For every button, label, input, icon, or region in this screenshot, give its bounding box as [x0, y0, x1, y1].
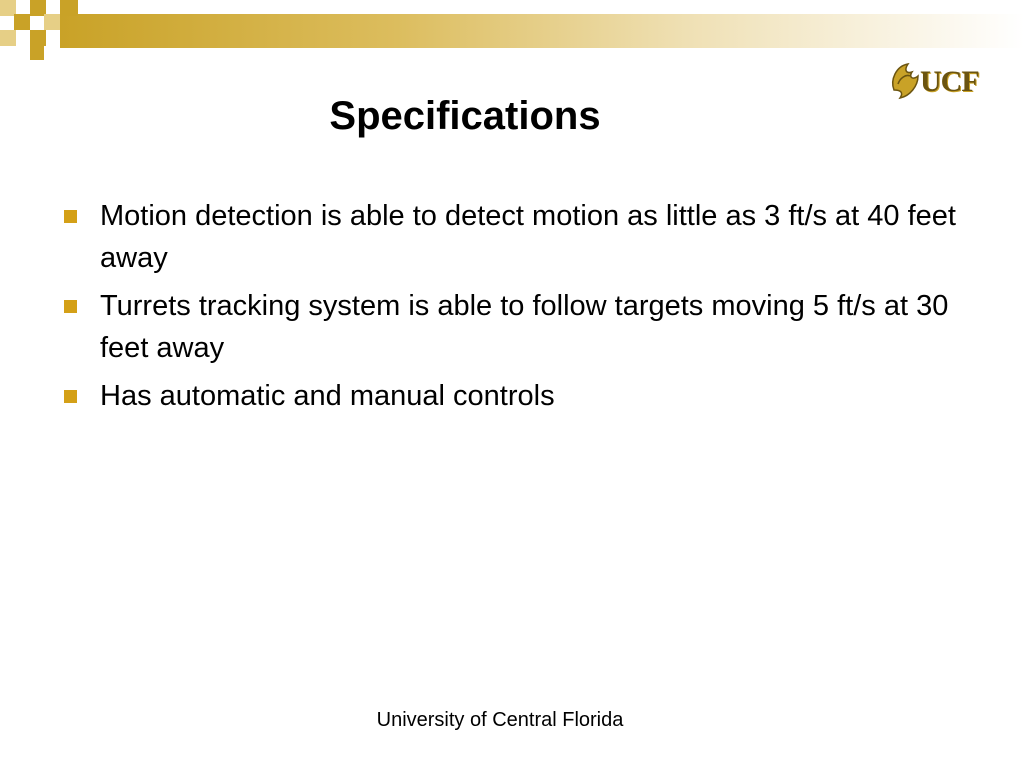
bullet-text: Turrets tracking system is able to follow targets moving 5 ft/s at 30 feet away — [100, 290, 949, 364]
bullet-text: Motion detection is able to detect motion as little as 3 ft/s at 40 feet away — [100, 200, 956, 274]
bullet-list — [62, 195, 972, 423]
decor-square — [60, 0, 78, 16]
decor-square — [30, 30, 46, 46]
bullet-item — [62, 285, 972, 369]
square-bullet-icon — [64, 210, 77, 223]
square-bullet-icon — [64, 390, 77, 403]
bullet-text: Has automatic and manual controls — [100, 380, 555, 412]
bullet-item — [62, 375, 972, 417]
square-bullet-icon — [64, 300, 77, 313]
logo-text: UCF — [920, 65, 979, 98]
decor-square — [30, 46, 44, 60]
decor-square — [44, 14, 60, 30]
decor-square — [0, 30, 16, 46]
header-gradient-band — [60, 14, 1024, 48]
decor-square — [14, 14, 30, 30]
slide-title: Specifications — [329, 94, 601, 138]
footer-text: University of Central Florida — [376, 709, 624, 731]
bullet-item — [62, 195, 972, 279]
